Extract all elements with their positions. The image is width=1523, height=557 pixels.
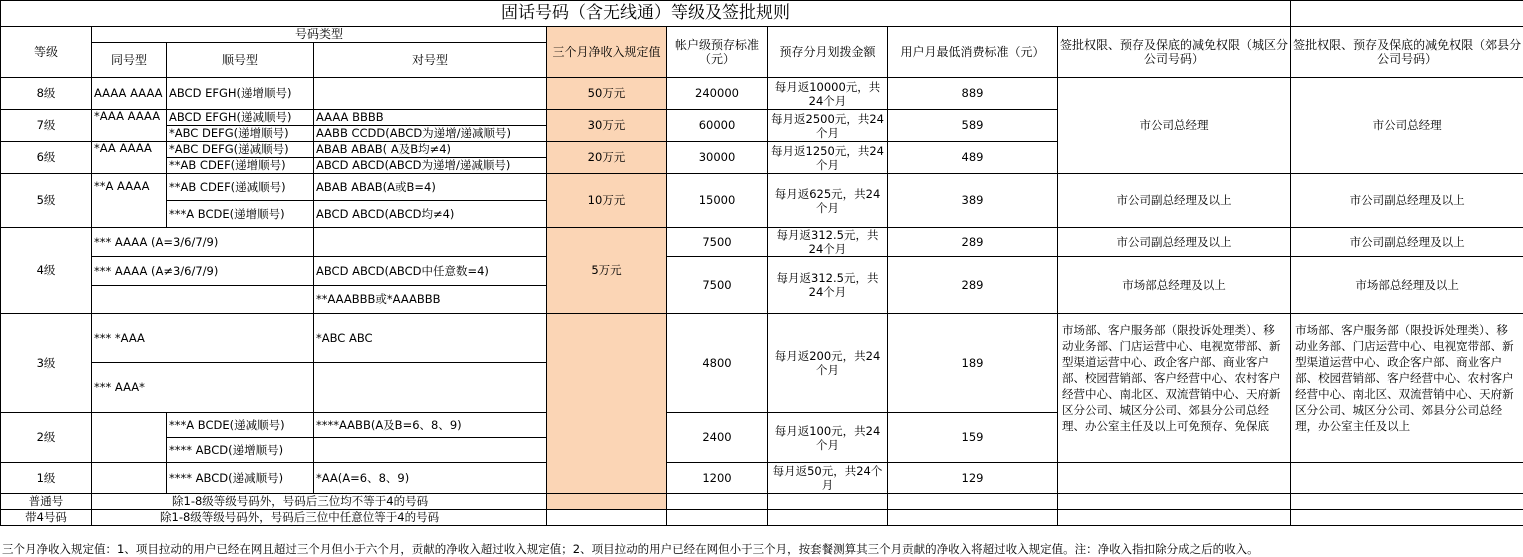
same-cell: AAAA AAAA — [92, 78, 167, 110]
income-cell: 50万元 — [547, 78, 667, 110]
same-cell: *** AAAA (A=3/6/7/9) — [92, 228, 314, 257]
same-cell: *AA AAAA — [92, 142, 167, 174]
min-consume-cell: 389 — [888, 174, 1058, 228]
level-cell: 4级 — [1, 228, 92, 314]
return-cell: 每月返1250元，共24个月 — [768, 142, 888, 174]
header-level: 等级 — [1, 27, 92, 78]
same-cell: *** *AAA — [92, 314, 314, 363]
deposit-cell: 240000 — [667, 78, 768, 110]
min-consume-cell: 189 — [888, 314, 1058, 413]
min-consume-cell: 889 — [888, 78, 1058, 110]
level-cell: 带4号码 — [1, 510, 92, 526]
pair-cell: ABAB ABAB( A及B均≠4) — [314, 142, 547, 158]
income-cell: 5万元 — [547, 228, 667, 314]
deposit-cell: 2400 — [667, 413, 768, 463]
auth-city-vice: 市公司副总经理及以上 — [1058, 174, 1291, 228]
auth-city-depts: 市场部、客户服务部（限投诉处理类）、移动业务部、门店运营中心、电视宽带部、新型渠道运营中心、政企客户部、商业客户部、校园营销部、客户经营中心、农村客户经营中心、南北区、双流营销中心、天府新区分公司、城区分公司、郊县分公司总经理、办公室主任及以上可免预存、免保底 — [1058, 314, 1291, 463]
level-cell: 6级 — [1, 142, 92, 174]
level-cell: 5级 — [1, 174, 92, 228]
seq-cell: *ABC DEFG(递增顺号) — [167, 126, 314, 142]
level-cell: 2级 — [1, 413, 92, 463]
pair-cell: ABAB ABAB(A或B=4) — [314, 174, 547, 201]
level-cell: 普通号 — [1, 494, 92, 510]
return-cell: 每月返200元，共24个月 — [768, 314, 888, 413]
deposit-cell: 1200 — [667, 463, 768, 494]
seq-cell: ABCD EFGH(递增顺号) — [167, 78, 314, 110]
auth-county-vice: 市公司副总经理及以上 — [1291, 174, 1523, 228]
pair-cell: **AAABBB或*AAABBB — [314, 286, 547, 314]
income-cell: 20万元 — [547, 142, 667, 174]
header-same: 同号型 — [92, 43, 167, 78]
return-cell: 每月返312.5元，共24个月 — [768, 257, 888, 314]
seq-cell: **AB CDEF(递减顺号) — [167, 174, 314, 201]
return-cell: 每月返100元，共24个月 — [768, 413, 888, 463]
auth-county-cell: 市场部总经理及以上 — [1291, 257, 1523, 314]
pair-cell: AAAA BBBB — [314, 110, 547, 126]
return-cell: 每月返2500元，共24个月 — [768, 110, 888, 142]
min-consume-cell: 159 — [888, 413, 1058, 463]
income-cell-blank — [547, 314, 667, 494]
deposit-cell: 7500 — [667, 257, 768, 314]
min-consume-cell: 589 — [888, 110, 1058, 142]
seq-cell: **** ABCD(递增顺号) — [167, 438, 314, 463]
seq-cell: ***A BCDE(递减顺号) — [167, 413, 314, 438]
pair-cell: ABCD ABCD(ABCD为递增/递减顺号) — [314, 158, 547, 174]
pair-cell: ****AABB(A及B=6、8、9) — [314, 413, 547, 438]
header-min-consume: 用户月最低消费标准（元） — [888, 27, 1058, 78]
same-cell: *** AAAA (A≠3/6/7/9) — [92, 257, 314, 286]
deposit-cell: 7500 — [667, 228, 768, 257]
level-cell: 7级 — [1, 110, 92, 142]
sheet-title: 固话号码（含无线通）等级及签批规则 — [1, 1, 1291, 27]
auth-city-cell: 市公司副总经理及以上 — [1058, 228, 1291, 257]
level-cell: 1级 — [1, 463, 92, 494]
return-cell: 每月返10000元，共24个月 — [768, 78, 888, 110]
header-number-type: 号码类型 — [92, 27, 547, 43]
income-cell: 30万元 — [547, 110, 667, 142]
auth-county-depts: 市场部、客户服务部（限投诉处理类）、移动业务部、门店运营中心、电视宽带部、新型渠道运营中心、政企客户部、商业客户部、校园营销部、客户经营中心、农村客户经营中心、南北区、双流营销中心、天府新区分公司、城区分公司、郊县分公司总经理，办公室主任及以上 — [1291, 314, 1523, 463]
pair-cell: ABCD ABCD(ABCD均≠4) — [314, 201, 547, 228]
header-monthly-return: 预存分月划拨金额 — [768, 27, 888, 78]
level-cell: 8级 — [1, 78, 92, 110]
min-consume-cell: 289 — [888, 257, 1058, 314]
header-seq: 顺号型 — [167, 43, 314, 78]
same-cell: **A AAAA — [92, 174, 167, 228]
header-deposit: 帐户级预存标准（元） — [667, 27, 768, 78]
same-cell: *AAA AAAA — [92, 110, 167, 142]
auth-county-cell: 市公司副总经理及以上 — [1291, 228, 1523, 257]
pair-cell: *AA(A=6、8、9) — [314, 463, 547, 494]
level-cell: 3级 — [1, 314, 92, 413]
auth-county-gm: 市公司总经理 — [1291, 78, 1523, 174]
deposit-cell: 4800 — [667, 314, 768, 413]
pair-cell — [314, 78, 547, 110]
return-cell: 每月返50元，共24个月 — [768, 463, 888, 494]
pair-cell — [314, 228, 547, 257]
auth-city-gm: 市公司总经理 — [1058, 78, 1291, 174]
header-pair: 对号型 — [314, 43, 547, 78]
return-cell: 每月返312.5元，共24个月 — [768, 228, 888, 257]
header-auth-county: 签批权限、预存及保底的减免权限（郊县分公司号码） — [1291, 27, 1523, 78]
normal-desc: 除1-8级等级号码外，号码后三位均不等于4的号码 — [92, 494, 547, 510]
return-cell: 每月返625元，共24个月 — [768, 174, 888, 228]
min-consume-cell: 129 — [888, 463, 1058, 494]
auth-city-cell: 市场部总经理及以上 — [1058, 257, 1291, 314]
deposit-cell: 15000 — [667, 174, 768, 228]
seq-cell: **AB CDEF(递增顺号) — [167, 158, 314, 174]
with4-desc: 除1-8级等级号码外，号码后三位中任意位等于4的号码 — [92, 510, 547, 526]
deposit-cell: 30000 — [667, 142, 768, 174]
seq-cell: *ABC DEFG(递减顺号) — [167, 142, 314, 158]
seq-cell: ***A BCDE(递增顺号) — [167, 201, 314, 228]
header-income: 三个月净收入规定值 — [547, 27, 667, 78]
same-cell: *** AAA* — [92, 363, 314, 413]
header-auth-city: 签批权限、预存及保底的减免权限（城区分公司号码） — [1058, 27, 1291, 78]
min-consume-cell: 289 — [888, 228, 1058, 257]
footnote: 三个月净收入规定值：1、项目拉动的用户已经在网且超过三个月但小于六个月，贡献的净收入超过收入规定值；2、项目拉动的用户已经在网但小于三个月，按套餐测算其三个月贡献的净收入将超过收入规定值。注：净收入指扣除分成之后的收入。 — [2, 542, 1259, 556]
pair-cell: *ABC ABC — [314, 314, 547, 363]
seq-cell: **** ABCD(递减顺号) — [167, 463, 314, 494]
min-consume-cell: 489 — [888, 142, 1058, 174]
income-cell: 10万元 — [547, 174, 667, 228]
pair-cell: AABB CCDD(ABCD为递增/递减顺号) — [314, 126, 547, 142]
deposit-cell: 60000 — [667, 110, 768, 142]
seq-cell: ABCD EFGH(递减顺号) — [167, 110, 314, 126]
pair-cell: ABCD ABCD(ABCD中任意数=4) — [314, 257, 547, 286]
